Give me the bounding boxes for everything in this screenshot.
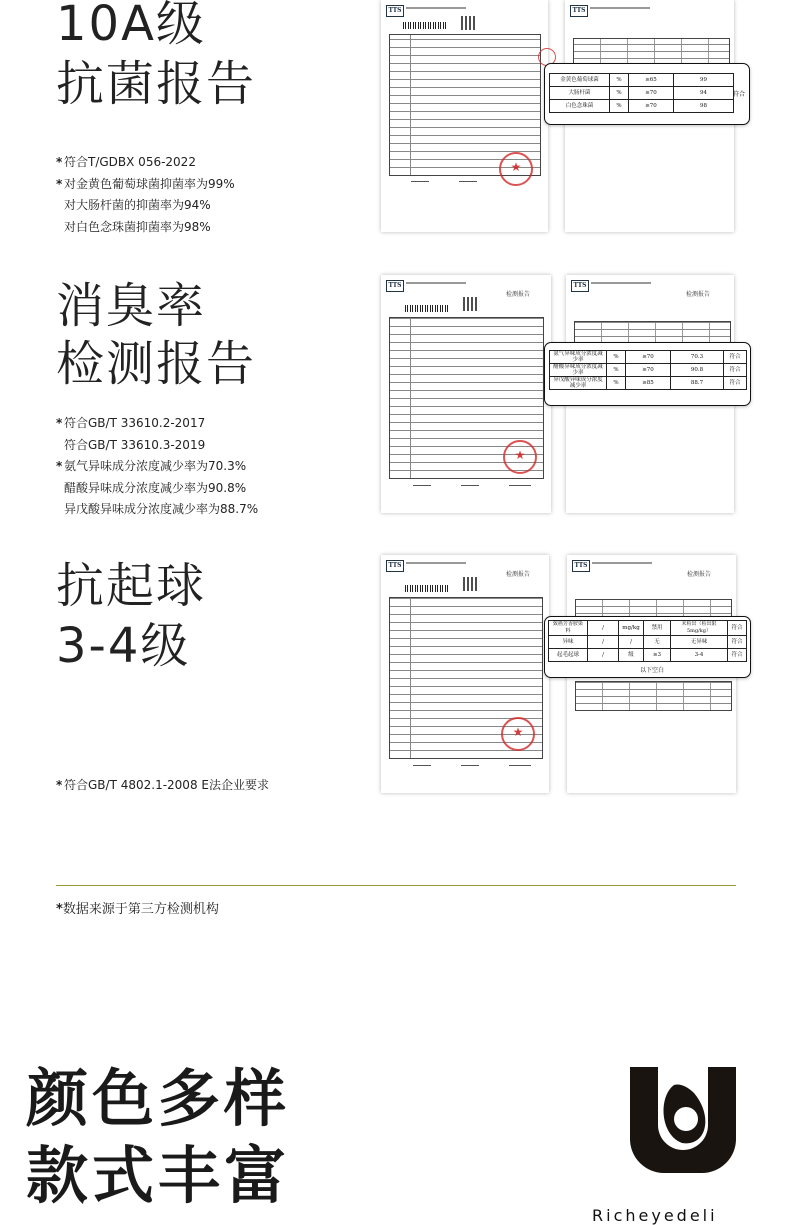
report-page-1 [381,555,549,793]
headline-line1: 颜色多样 [26,1062,291,1135]
table-row: 金黄色葡萄球菌 % ≥65 99 [550,74,734,87]
table-footer: 以下空白 [640,667,665,674]
verdict-text: 符合 [732,91,745,98]
seal-stamp [499,152,533,186]
table-row: 致癌芳香胺染料 / mg/kg 禁用 未检出（检出限5mg/kg） 符合 [549,621,747,636]
tts-logo: TTS [386,560,404,572]
report-page-1 [381,0,548,232]
result-table [549,73,734,113]
report-title: 检测报告 [686,291,711,298]
bullet-list [56,152,235,238]
report-title: 检测报告 [687,571,712,578]
result-callout [544,63,750,125]
anti-pilling-section [0,550,790,810]
section-title-line2: 检测报告 [56,336,257,392]
barcode [405,585,450,592]
bullet-list [56,775,269,797]
barcode [405,305,450,312]
result-table [548,620,747,662]
headline-line2: 款式丰富 [26,1139,291,1212]
bullet-item: * 符合T/GDBX 056-2022 [56,155,196,169]
section-title-line1: 10A级 [56,0,206,52]
result-callout [544,616,751,678]
source-note: *数据来源于第三方检测机构 [56,902,219,917]
tts-logo: TTS [386,280,404,292]
section-title-line2: 3-4级 [56,618,191,674]
table-row: 白色念珠菌 % ≥70 98 [550,100,734,113]
report-title: 检测报告 [506,571,531,578]
bullet-item: 对大肠杆菌的抑菌率为94% [64,198,211,212]
antibacterial-section [0,0,790,250]
bullet-item: * 符合GB/T 4802.1-2008 E法企业要求 [56,778,269,792]
tts-logo: TTS [570,5,588,17]
report-table [573,38,730,66]
barcode [403,22,448,29]
qr-code [461,16,475,30]
bullet-item: 符合GB/T 33610.3-2019 [64,437,206,452]
section-title-line1: 消臭率 [56,278,207,334]
bullet-item: * 符合GB/T 33610.2-2017 [56,416,206,430]
bullet-item: * 对金黄色葡萄球菌抑菌率为99% [56,176,235,191]
report-page-1 [381,275,551,513]
report-table-lower [575,681,732,711]
table-row: 异戊酸异味成分浓度减少率 % ≥85 88.7 符合 [550,377,747,390]
qr-code [463,577,477,591]
table-row: 醋酸异味成分浓度减少率 % ≥70 90.8 符合 [550,364,747,377]
tts-logo: TTS [572,560,590,572]
brand-logo-icon [630,1067,736,1173]
bullet-item: 异戊酸异味成分浓度减少率为88.7% [64,502,259,516]
bullet-item: 醋酸异味成分浓度减少率为90.8% [64,480,247,495]
tts-logo: TTS [386,5,404,17]
bullet-list [56,413,258,521]
table-row: 起毛起球 / 级 ≥3 3-4 符合 [549,649,747,662]
table-row: 大肠杆菌 % ≥70 94 [550,87,734,100]
table-row: 氨气异味成分浓度减少率 % ≥70 70.3 符合 [550,351,747,364]
deodorization-section [0,270,790,530]
seal-stamp [503,440,537,474]
divider [56,885,736,886]
tts-logo: TTS [571,280,589,292]
qr-code [463,297,477,311]
result-callout [544,342,751,406]
bullet-item: * 氨气异味成分浓度减少率为70.3% [56,459,247,473]
section-title-line1: 抗起球 [56,558,207,614]
result-table [549,350,747,390]
table-row: 异味 / / 无 无异味 符合 [549,636,747,649]
seal-stamp [501,717,535,751]
brand-name: Richeyedeli [592,1206,718,1225]
report-title: 检测报告 [506,291,531,298]
section-title-line2: 抗菌报告 [56,56,257,112]
brand-logo-dot [674,1107,698,1131]
bullet-item: 对白色念珠菌抑菌率为98% [64,219,211,234]
